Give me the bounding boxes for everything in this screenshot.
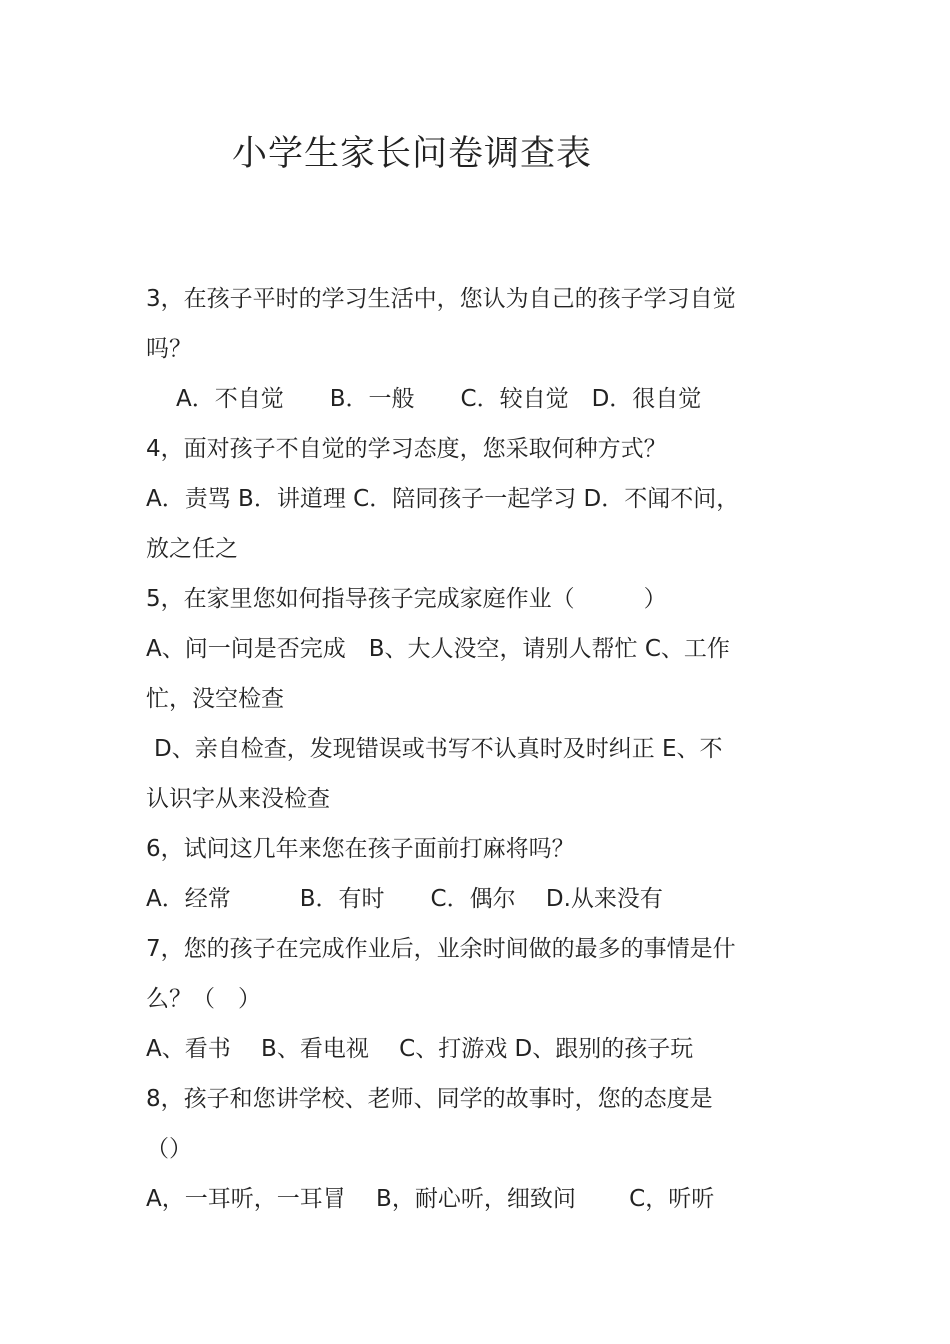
question-7-text-cont: 么？（ ） bbox=[146, 986, 261, 1012]
question-4-text: 4，面对孩子不自觉的学习态度，您采取何种方式？ bbox=[146, 436, 667, 462]
question-5-options: A、问一问是否完成 B、大人没空，请别人帮忙 C、工作 bbox=[146, 636, 730, 662]
question-7-text: 7，您的孩子在完成作业后，业余时间做的最多的事情是什 bbox=[146, 936, 736, 962]
questionnaire-body bbox=[146, 274, 811, 1224]
question-5-options-cont: 忙，没空检查 bbox=[146, 686, 284, 712]
question-5-option-e-cont: 认识字从来没检查 bbox=[146, 786, 330, 812]
question-7-options: A、看书 B、看电视 C、打游戏 D、跟别的孩子玩 bbox=[146, 1036, 694, 1062]
question-4-options: A．责骂 B．讲道理 C．陪同孩子一起学习 D．不闻不问， bbox=[146, 486, 740, 512]
question-3-options: A．不自觉 B．一般 C．较自觉 D．很自觉 bbox=[176, 386, 702, 412]
question-5-text: 5，在家里您如何指导孩子完成家庭作业（ ） bbox=[146, 586, 667, 612]
question-5-option-d: D、亲自检查，发现错误或书写不认真时及时纠正 E、不 bbox=[154, 736, 723, 762]
question-3-text: 3，在孩子平时的学习生活中，您认为自己的孩子学习自觉 bbox=[146, 286, 736, 312]
question-6-text: 6，试问这几年来您在孩子面前打麻将吗？ bbox=[146, 836, 575, 862]
question-8-options: A，一耳听，一耳冒 B，耐心听，细致问 C，听听 bbox=[146, 1186, 715, 1212]
question-8-text: 8，孩子和您讲学校、老师、同学的故事时，您的态度是 bbox=[146, 1086, 713, 1112]
question-8-text-cont: （） bbox=[146, 1136, 192, 1162]
question-6-options: A．经常 B．有时 C．偶尔 D.从来没有 bbox=[146, 886, 663, 912]
question-3-text-cont: 吗？ bbox=[146, 336, 192, 362]
page-title: 小学生家长问卷调查表 bbox=[232, 134, 593, 174]
question-4-options-cont: 放之任之 bbox=[146, 536, 238, 562]
